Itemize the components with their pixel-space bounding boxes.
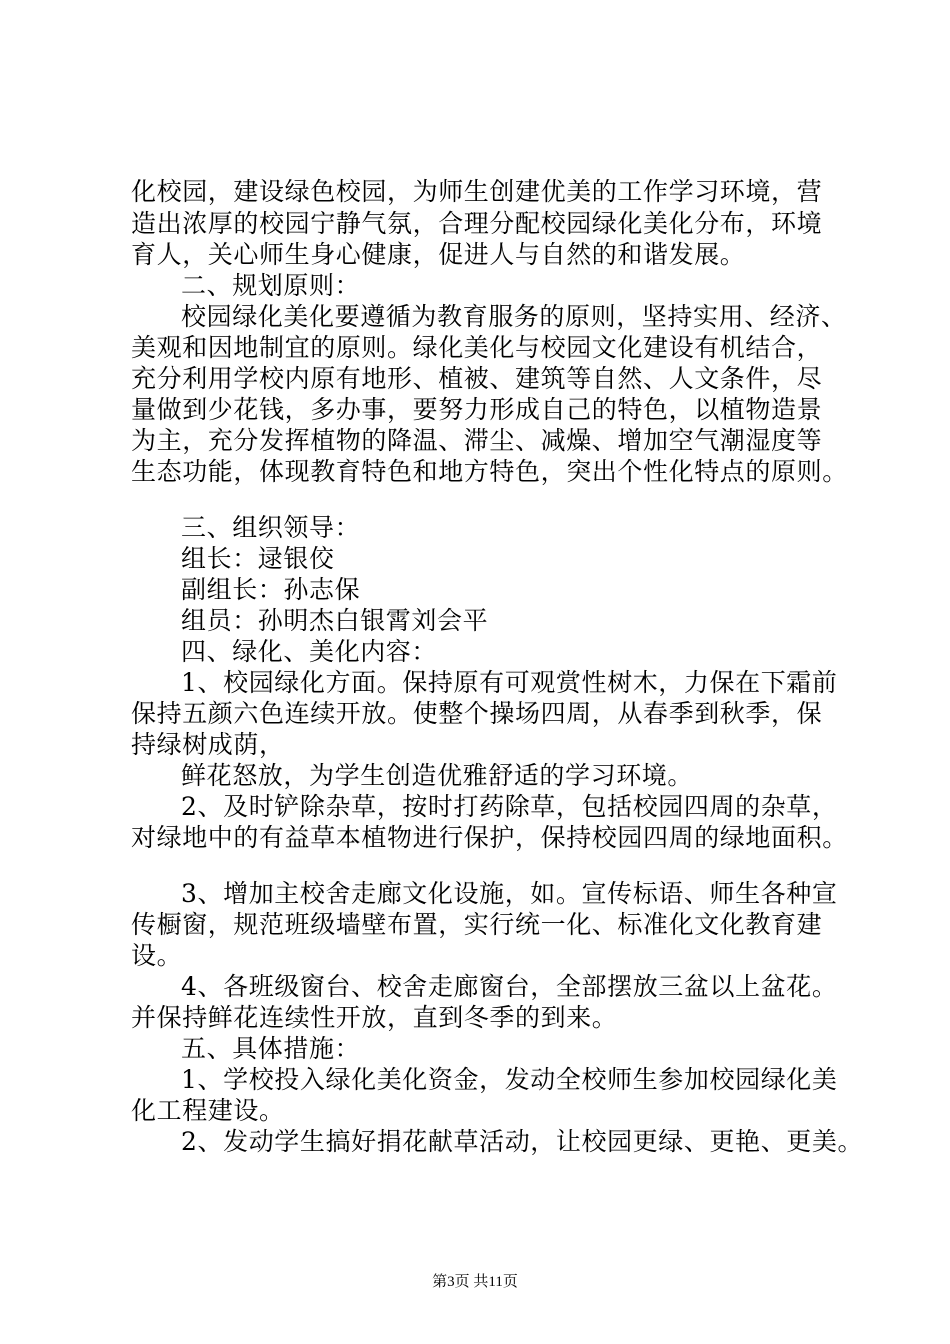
section-heading-4: 四、绿化、美化内容：: [181, 637, 438, 666]
body-line-24: 设。: [131, 941, 183, 970]
body-line-26: 并保持鲜花连续性开放，直到冬季的到来。: [131, 1003, 618, 1032]
body-line-30: 2、发动学生搞好捐花献草活动，让校园更绿、更艳、更美。: [181, 1127, 864, 1156]
body-line-29: 化工程建设。: [131, 1096, 285, 1125]
body-line-5: 校园绿化美化要遵循为教育服务的原则，坚持实用、经济、: [181, 302, 847, 331]
body-line-21: 对绿地中的有益草本植物进行保护，保持校园四周的绿地面积。: [131, 823, 848, 852]
body-line-3: 育人，关心师生身心健康，促进人与自然的和谐发展。: [131, 240, 746, 269]
body-line-1: 化校园，建设绿色校园，为师生创建优美的工作学习环境，营: [131, 177, 823, 206]
body-line-23: 传橱窗，规范班级墙壁布置，实行统一化、标准化文化教育建: [131, 910, 823, 939]
section-heading-3: 三、组织领导：: [181, 513, 361, 542]
body-line-17: 保持五颜六色连续开放。使整个操场四周，从春季到秋季，保: [131, 699, 823, 728]
section-heading-5: 五、具体措施：: [181, 1034, 361, 1063]
body-line-20: 2、及时铲除杂草，按时打药除草，包括校园四周的杂草，: [181, 792, 838, 821]
body-line-19: 鲜花怒放，为学生创造优雅舒适的学习环境。: [181, 761, 694, 790]
page-number-footer: 第3页 共11页: [432, 1274, 518, 1290]
body-line-18: 持绿树成荫，: [131, 730, 285, 759]
body-line-16: 1、校园绿化方面。保持原有可观赏性树木，力保在下霜前: [181, 668, 838, 697]
group-deputy-leader: 副组长：孙志保: [181, 575, 361, 604]
body-line-6: 美观和因地制宜的原则。绿化美化与校园文化建设有机结合，: [131, 333, 823, 362]
group-members: 组员：孙明杰白银霄刘会平: [181, 606, 489, 635]
body-line-9: 为主，充分发挥植物的降温、滞尘、减燥、增加空气潮湿度等: [131, 426, 823, 455]
body-line-10: 生态功能，体现教育特色和地方特色，突出个性化特点的原则。: [131, 457, 848, 486]
group-leader: 组长：逯银佼: [181, 544, 335, 573]
section-heading-2: 二、规划原则：: [181, 271, 361, 300]
body-line-7: 充分利用学校内原有地形、植被、建筑等自然、人文条件，尽: [131, 364, 823, 393]
body-line-22: 3、增加主校舍走廊文化设施，如。宣传标语、师生各种宣: [181, 879, 838, 908]
body-line-2: 造出浓厚的校园宁静气氛，合理分配校园绿化美化分布，环境: [131, 209, 823, 238]
body-line-25: 4、各班级窗台、校舍走廊窗台，全部摆放三盆以上盆花。: [181, 972, 838, 1001]
body-line-8: 量做到少花钱，多办事，要努力形成自己的特色，以植物造景: [131, 395, 823, 424]
body-line-28: 1、学校投入绿化美化资金，发动全校师生参加校园绿化美: [181, 1065, 838, 1094]
